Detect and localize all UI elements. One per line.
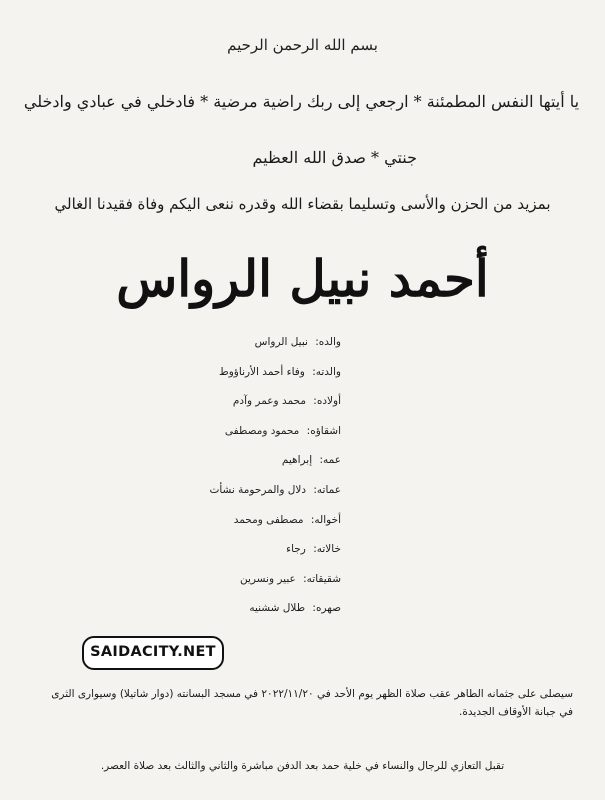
funeral-details (28, 685, 573, 721)
condolence-info: تقبل التعازي للرجال والنساء في خلية حمد بعد الدفن مباشرة والثاني والثالث بعد صلاة العصر. (100, 760, 505, 772)
relative-label: صهره: (312, 602, 341, 615)
relative-label: خالاته: (313, 543, 341, 556)
relative-value: مصطفى ومحمد (233, 513, 304, 526)
relative-brothers (209, 425, 341, 455)
relative-children (209, 395, 341, 425)
relative-label: والده: (315, 336, 341, 348)
relative-value: نبيل الرواس (254, 336, 308, 348)
funeral-line-1: سيصلى على جثمانه الطاهر عقب صلاة الظهر يوم الأحد في ٢٠٢٢/١١/٢٠ في مسجد البسانته (دوار شاتيلا) وسيوارى الثرى (51, 688, 573, 700)
relative-label: اشقاؤه: (306, 424, 341, 437)
relative-value: محمد وعمر وآدم (232, 395, 306, 408)
deceased-name: أحمد نبيل الرواس (116, 249, 489, 308)
relative-label: شقيقاته: (303, 572, 341, 585)
relative-aunts-maternal (209, 543, 341, 573)
quran-verse-line-1: يا أيتها النفس المطمئنة * ارجعي إلى ربك راضية مرضية * فادخلي في عبادي وادخلي (23, 92, 580, 111)
relative-value: دلال والمرحومة نشأت (209, 483, 307, 496)
relative-label: عمه: (319, 454, 341, 467)
quran-verse-line-2: جنتي * صدق الله العظيم (252, 148, 417, 167)
site-watermark: SAIDACITY.NET (82, 636, 224, 670)
relative-value: طلال ششنيه (249, 602, 306, 615)
relative-label: عماته: (313, 483, 341, 496)
relative-value: عبير ونسرين (239, 572, 296, 585)
relatives-list (209, 336, 341, 632)
relative-value: وفاء أحمد الأرناؤوط (219, 365, 305, 378)
relative-label: أخواله: (310, 513, 341, 526)
relative-uncle (209, 454, 341, 484)
relative-uncles-maternal (209, 514, 341, 544)
relative-value: إبراهيم (281, 454, 313, 467)
relative-mother (209, 366, 341, 396)
basmala: بسم الله الرحمن الرحيم (227, 36, 378, 54)
announcement-intro: بمزيد من الحزن والأسى وتسليما بقضاء الله وقدره ننعى اليكم وفاة فقيدنا الغالي (54, 195, 551, 213)
relative-value: رجاء (286, 543, 306, 556)
relative-value: محمود ومصطفى (224, 424, 300, 437)
relative-father (209, 336, 341, 366)
funeral-line-2: في جبانة الأوقاف الجديدة. (459, 706, 573, 718)
relative-aunts-paternal (209, 484, 341, 514)
relative-sisters (209, 573, 341, 603)
relative-in-law (209, 602, 341, 632)
relative-label: والدته: (312, 365, 341, 378)
relative-label: أولاده: (313, 395, 341, 408)
